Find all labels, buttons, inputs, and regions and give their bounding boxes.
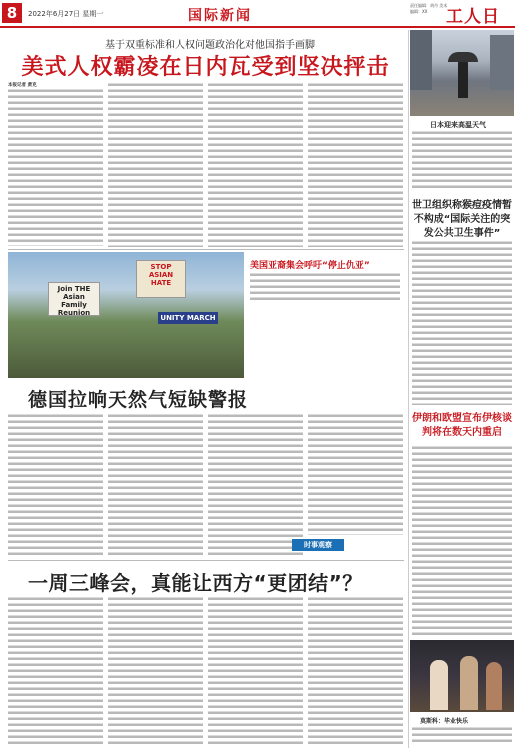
page-number: 8 xyxy=(2,3,22,23)
graduation-caption-text xyxy=(412,726,512,744)
lead-column-1 xyxy=(8,82,103,247)
germany-column-3 xyxy=(208,413,303,558)
text-lines xyxy=(308,413,403,535)
graduation-caption-title: 莫斯科：毕业快乐 xyxy=(420,718,469,725)
summit-headline: 一周三峰会，真能让西方“更团结”？ xyxy=(28,571,363,595)
text-lines xyxy=(208,413,303,558)
umbrella-shape xyxy=(448,52,478,62)
summit-column-3 xyxy=(208,596,303,744)
protest-caption-text xyxy=(250,272,400,302)
germany-column-4 xyxy=(308,413,403,535)
unity-march-banner: UNITY MARCH xyxy=(158,312,218,324)
summit-column-4 xyxy=(308,596,403,744)
person-figure xyxy=(460,656,478,710)
text-lines xyxy=(412,130,512,190)
text-lines xyxy=(8,88,103,246)
germany-gas-headline: 德国拉响天然气短缺警报 xyxy=(28,389,249,411)
issue-date: 2022年6月27日 星期一 xyxy=(28,10,104,18)
heatwave-caption-title: 日本迎来高温天气 xyxy=(430,121,486,129)
lead-byline: 本报记者 黄克 xyxy=(8,83,37,88)
lead-subtitle: 基于双重标准和人权问题政治化对他国指手画脚 xyxy=(105,40,315,51)
person-figure xyxy=(486,662,502,710)
heatwave-photo xyxy=(410,30,514,116)
text-lines xyxy=(208,596,303,744)
text-lines xyxy=(8,413,103,558)
masthead: 工人日 xyxy=(446,7,500,27)
text-lines xyxy=(308,596,403,744)
lead-column-2 xyxy=(108,82,203,247)
text-lines xyxy=(412,240,512,405)
summit-column-1 xyxy=(8,596,103,744)
lead-title: 美式人权霸凌在日内瓦受到坚决抨击 xyxy=(21,55,390,80)
who-story-text xyxy=(412,240,512,405)
pedestrian-figure xyxy=(458,58,468,98)
text-lines xyxy=(250,272,400,302)
text-lines xyxy=(308,82,403,247)
person-figure xyxy=(430,660,448,710)
graduation-photo xyxy=(410,640,514,712)
page-header xyxy=(0,0,515,28)
iran-eu-headline: 伊朗和欧盟宣布伊核谈判将在数天内重启 xyxy=(412,413,512,438)
text-lines xyxy=(8,596,103,744)
who-monkeypox-headline: 世卫组织称猴痘疫情暂不构成“国际关注的突发公共卫生事件” xyxy=(412,200,512,239)
germany-column-2 xyxy=(108,413,203,558)
text-lines xyxy=(412,445,512,635)
divider xyxy=(8,249,404,250)
text-lines xyxy=(208,82,303,247)
commentary-tag: 时事观察 xyxy=(292,539,344,551)
heatwave-caption-text xyxy=(412,130,512,190)
protest-caption-title: 美国亚裔集会呼吁“停止仇亚” xyxy=(250,261,370,271)
iran-story-text xyxy=(412,445,512,635)
protest-photo xyxy=(8,252,244,378)
text-lines xyxy=(108,82,203,247)
summit-column-2 xyxy=(108,596,203,744)
protest-sign-stop-asian-hate: STOP ASIAN HATE xyxy=(136,260,186,298)
text-lines xyxy=(108,413,203,558)
germany-column-1 xyxy=(8,413,103,558)
building-shape xyxy=(490,35,514,90)
divider xyxy=(8,560,404,561)
building-shape xyxy=(410,30,432,90)
protest-sign-family: Join THE Asian Family Reunion xyxy=(48,282,100,316)
text-lines xyxy=(108,596,203,744)
lead-column-3 xyxy=(208,82,303,247)
lead-column-4 xyxy=(308,82,403,247)
editor-info: 责任编辑：胡丹 美术编辑：XX xyxy=(410,3,448,14)
text-lines xyxy=(412,726,512,744)
section-title: 国际新闻 xyxy=(188,8,252,24)
